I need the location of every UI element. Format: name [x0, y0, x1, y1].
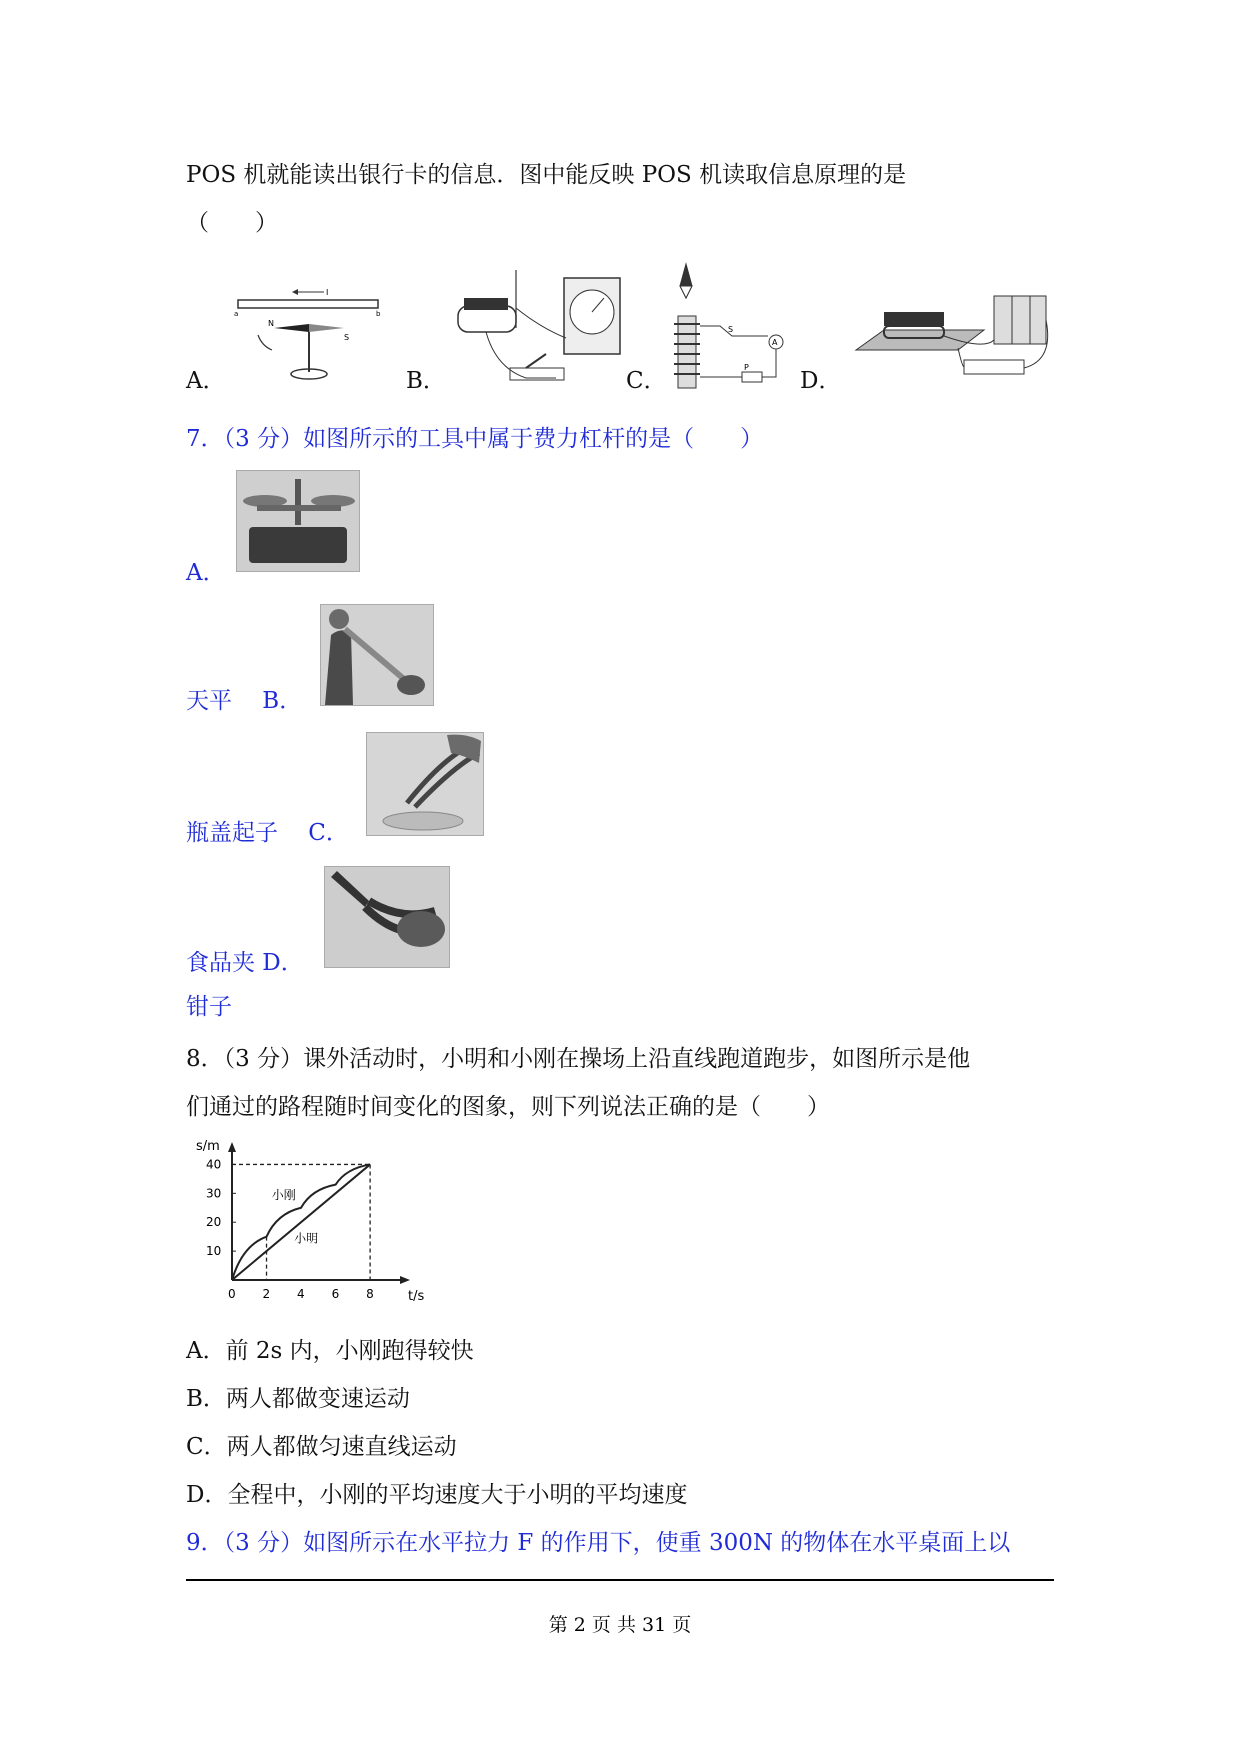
q6-option-d: D． [800, 368, 842, 394]
x-tick-label: 0 [228, 1287, 236, 1301]
q6-stem-line1: POS 机就能读出银行卡的信息．图中能反映 POS 机读取信息原理的是 [186, 162, 907, 188]
q7-label-tongs-and-d: 食品夹 D． [186, 950, 304, 976]
svg-text:A: A [772, 338, 778, 347]
y-tick-label: 10 [206, 1244, 222, 1259]
page-footer: 第 2 页 共 31 页 [548, 1614, 692, 1636]
q7-option-a: A． [186, 560, 226, 586]
q6-figure-a [234, 280, 384, 390]
series-line-1 [232, 1164, 370, 1280]
svg-text:S: S [728, 325, 734, 334]
x-tick-label: 4 [297, 1287, 305, 1301]
q8-stem-line2: 们通过的路程随时间变化的图象，则下列说法正确的是（ ） [186, 1094, 830, 1120]
svg-text:a: a [234, 310, 239, 318]
q8-option-a: A．前 2s 内，小刚跑得较快 [186, 1338, 474, 1364]
q7-image-pliers [324, 866, 450, 968]
q6-option-c: C． [626, 368, 667, 394]
y-tick-label: 20 [206, 1215, 222, 1230]
q7-image-bottle-opener [320, 604, 434, 706]
q7-label-opener-and-c: 瓶盖起子 C． [186, 820, 349, 846]
y-tick-label: 30 [206, 1186, 222, 1201]
q7-stem: 7．（3 分）如图所示的工具中属于费力杠杆的是（ ） [186, 426, 764, 452]
q6-figure-b [456, 268, 626, 393]
q8-stem-line1: 8．（3 分）课外活动时，小明和小刚在操场上沿直线跑道跑步，如图所示是他 [186, 1046, 971, 1072]
x-axis-label: t/s [408, 1289, 425, 1304]
q6-figure-c [672, 262, 792, 392]
q6-option-b: B． [406, 368, 446, 394]
footer-rule [186, 1579, 1054, 1581]
q6-figure-d [854, 290, 1054, 390]
q7-image-balance [236, 470, 360, 572]
series-label-0: 小刚 [271, 1188, 296, 1203]
x-axis-arrow [400, 1276, 410, 1284]
q7-label-balance-and-b: 天平 B． [186, 688, 303, 714]
q9-stem-line1: 9．（3 分）如图所示在水平拉力 F 的作用下，使重 300N 的物体在水平桌面上以 [186, 1530, 1011, 1556]
y-axis-label: s/m [196, 1139, 220, 1154]
x-tick-label: 2 [262, 1287, 271, 1301]
svg-text:S: S [344, 333, 350, 342]
svg-text:N: N [268, 319, 274, 328]
x-tick-label: 8 [366, 1287, 374, 1301]
q7-image-food-tongs [366, 732, 484, 836]
x-tick-label: 6 [331, 1287, 340, 1301]
y-axis-arrow [228, 1142, 236, 1152]
q8-option-b: B．两人都做变速运动 [186, 1386, 410, 1412]
series-label-1: 小明 [294, 1231, 319, 1246]
q6-stem-line2: （ ） [186, 210, 278, 236]
q8-st-graph [186, 1138, 425, 1316]
svg-text:b: b [376, 310, 381, 318]
svg-text:P: P [744, 363, 749, 372]
q7-label-pliers: 钳子 [186, 994, 232, 1020]
q6-option-a: A． [186, 368, 226, 394]
svg-text:I: I [326, 288, 329, 297]
q8-option-d: D．全程中，小刚的平均速度大于小明的平均速度 [186, 1482, 688, 1508]
q8-option-c: C．两人都做匀速直线运动 [186, 1434, 457, 1460]
y-tick-label: 40 [206, 1157, 222, 1172]
